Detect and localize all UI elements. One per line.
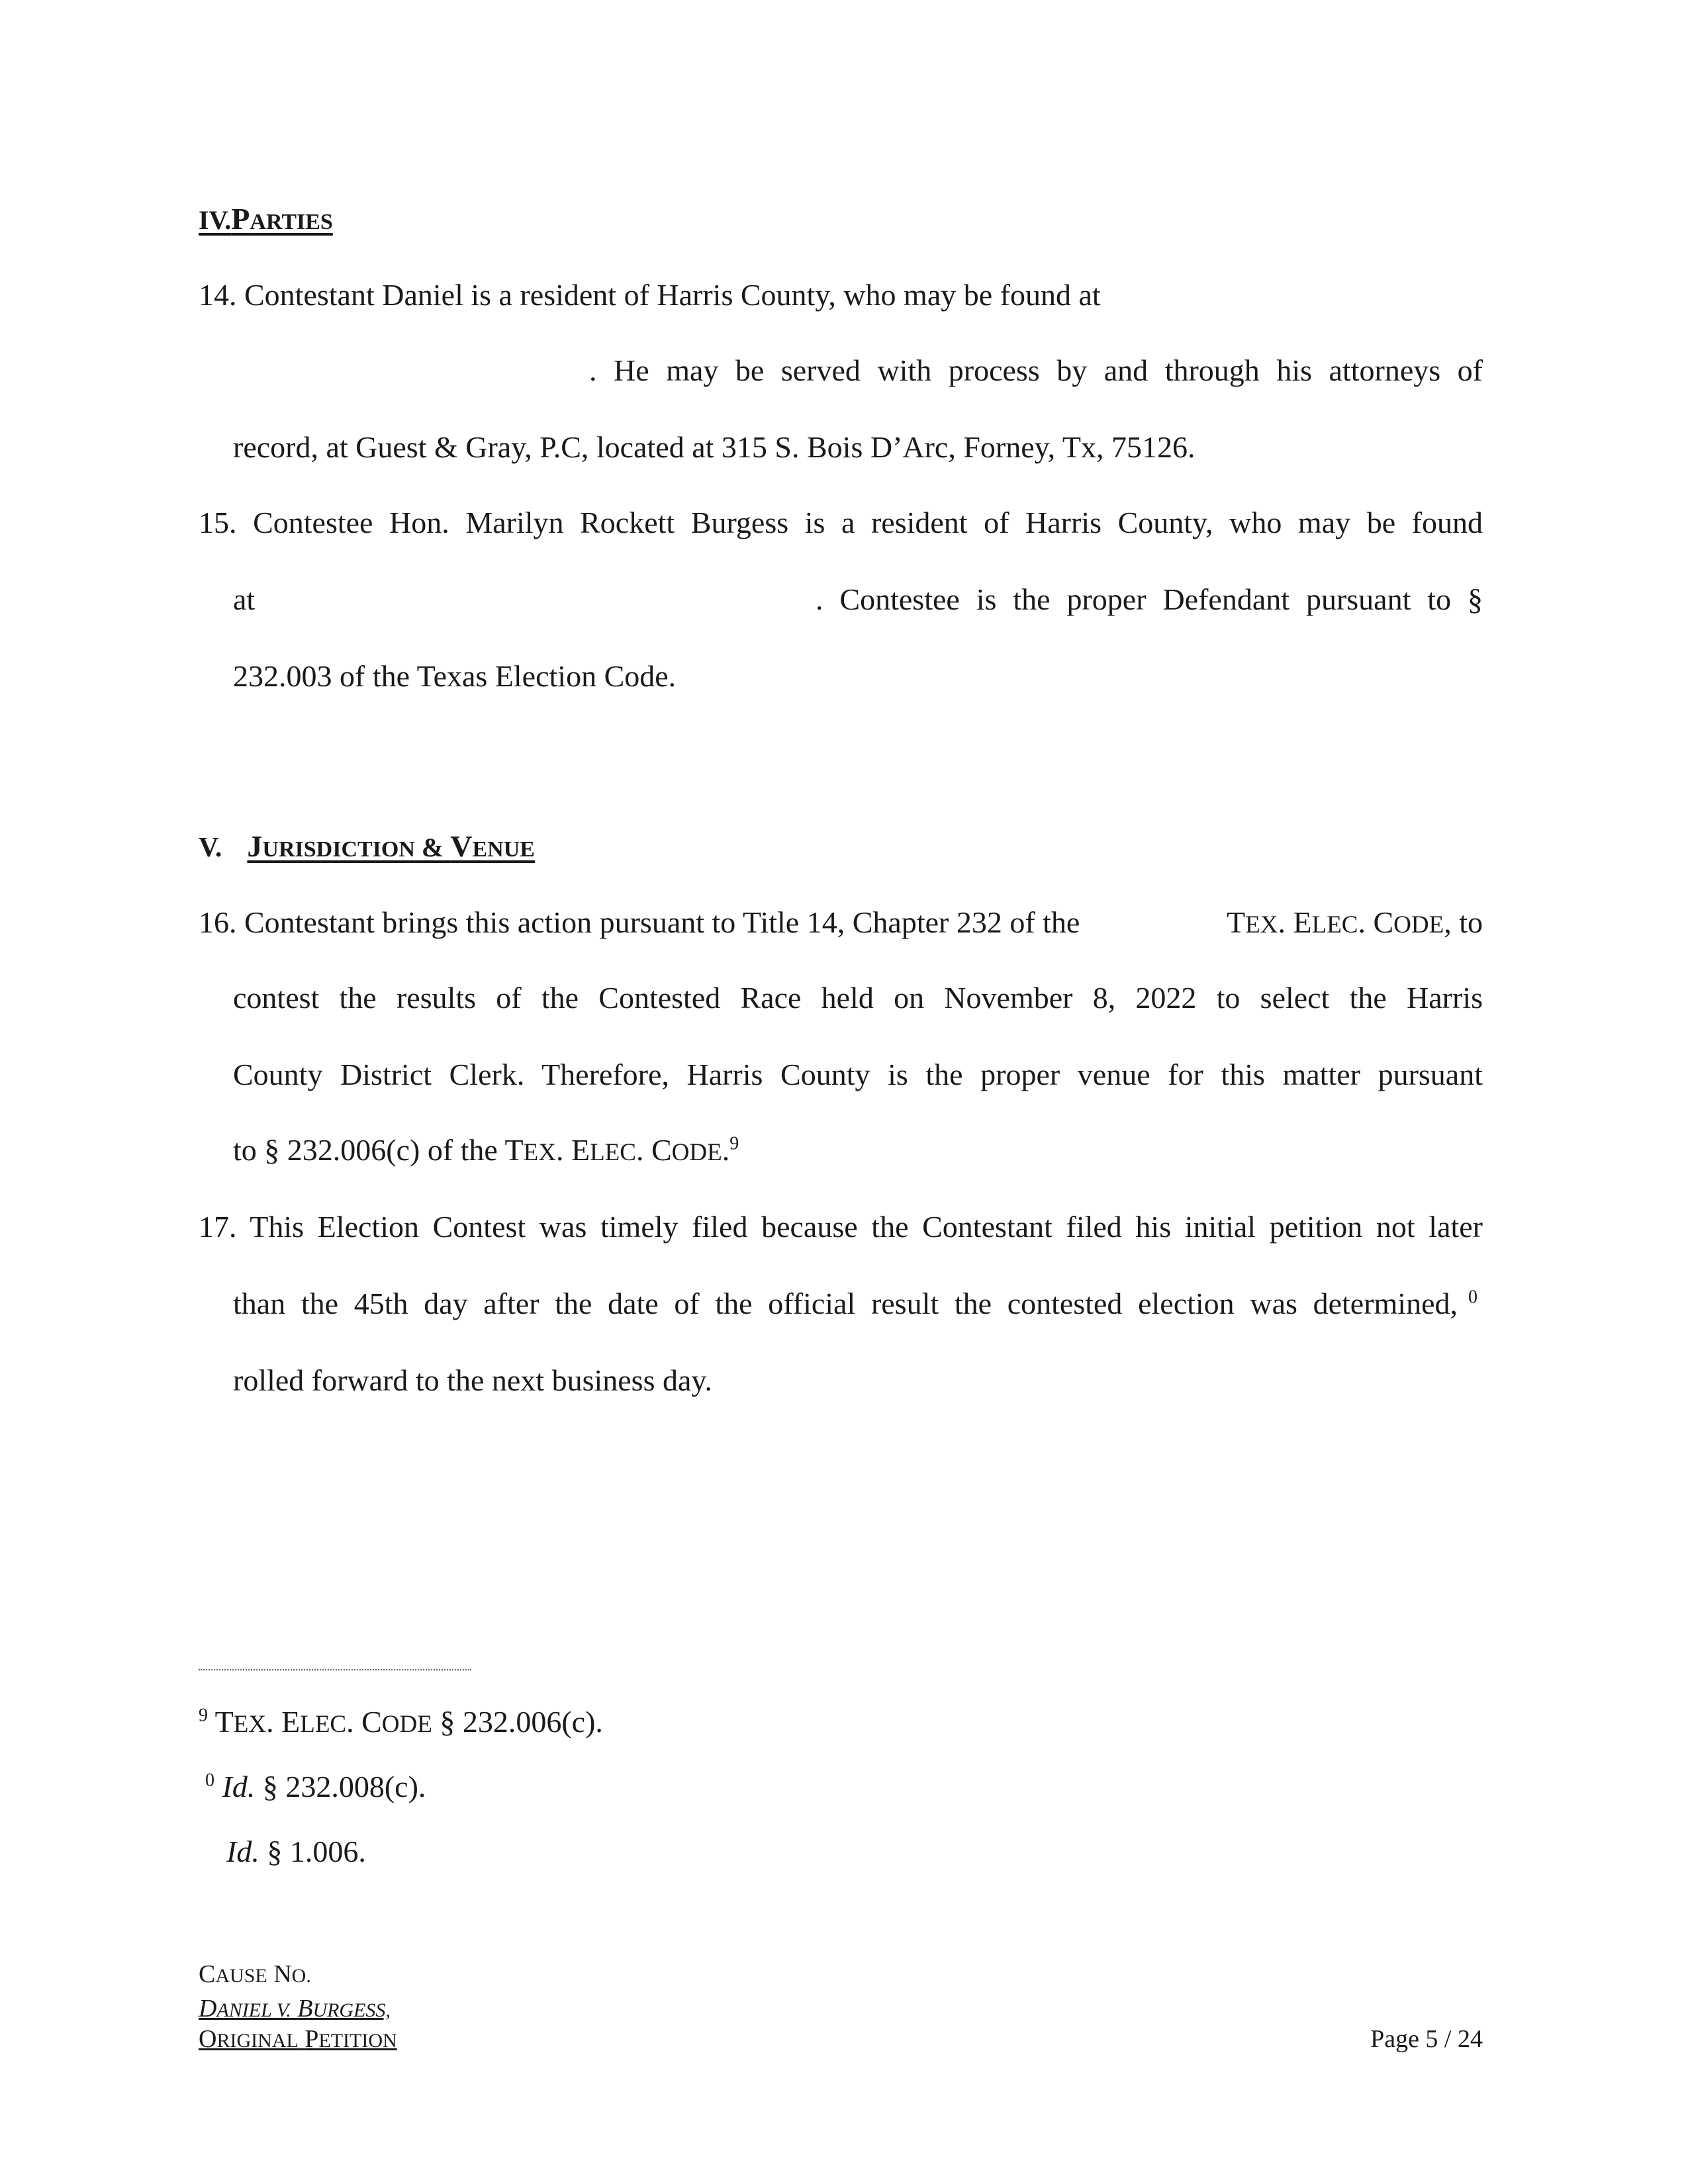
sc-p: P [305,2025,319,2053]
footnote-separator [199,1669,471,1670]
sc-e: E [1293,905,1312,939]
sc-aniel: ANIEL V. [216,1999,291,2021]
footer-case-name [199,1993,391,2026]
paragraph-16-line-1 [199,904,1483,944]
section-numeral: V. [199,833,222,863]
sc-t: T [504,1133,524,1167]
section-heading-jurisdiction [199,829,535,864]
sc-ode: ODE [671,1139,722,1166]
section-heading-parties [199,201,333,236]
sc-c: C [361,1705,382,1739]
footnote-code [215,1705,432,1739]
p16-line1-end: , to [1444,905,1483,939]
footnote-blank [226,1833,366,1870]
footer-document-title [199,2024,397,2056]
sc-dot: . [635,1133,644,1167]
sc-riginal: RIGINAL [216,2030,299,2052]
footnote-text: § 232.006(c). [432,1705,603,1739]
sc-ode: ODE [381,1711,432,1738]
sc-c: C [651,1133,672,1167]
sc-dot: . [555,1133,564,1167]
sc-e: E [281,1705,301,1739]
paragraph-14-line-3: record, at Guest & Gray, P.C, located at 315 S. Bois D’Arc, Forney, Tx, 75126. [233,430,1196,464]
footnote-id: Id. [226,1835,259,1868]
paragraph-16-line-3: County District Clerk. Therefore, Harris County is the proper venue for this matter pursuant [233,1058,1483,1091]
paragraph-17-line-1: 17. This Election Contest was timely filed because the Contestant filed his initial petition not later [199,1210,1483,1244]
footnote-text: § 232.008(c). [255,1770,426,1803]
paragraph-14-line-1: 14. Contestant Daniel is a resident of Harris County, who may be found at [199,278,1101,312]
heading-ampersand: & [414,833,451,862]
footnote-text: § 1.006. [259,1835,366,1868]
paragraph-17-line-2: than the 45th day after the date of the official result the contested election was determined, [233,1287,1458,1320]
footnote-id: Id. [222,1770,256,1803]
sc-t: T [1227,905,1246,939]
heading-initial-j: J [247,829,263,863]
p16-line4-end: . [722,1133,730,1167]
section-numeral: IV. [199,205,232,235]
sc-ex: EX [1245,911,1278,938]
paragraph-15-line-2-end: . Contestee is the proper Defendant pursuant to § [816,582,1483,616]
sc-c: C [1373,905,1394,939]
footer-cause-no [199,1959,311,1991]
footnote-ref-0[interactable] [1468,1285,1477,1322]
page-number: Page 5 / 24 [1370,2025,1483,2053]
footnote-0 [205,1768,426,1805]
footnote-ref-9[interactable]: 9 [729,1133,739,1154]
sc-e: E [571,1133,590,1167]
paragraph-15-line-2-start: at [233,582,256,616]
paragraph-16-line-4 [233,1132,739,1171]
p16-line4-text: to § 232.006(c) of the [233,1133,505,1167]
heading-word-enue: ENUE [472,837,535,862]
sc-b: B [297,1995,313,2023]
footnote-ref-0-marker[interactable]: 0 [1468,1287,1477,1308]
sc-dot: . [266,1705,274,1739]
heading-initial-v: V [450,829,473,863]
p16-line1-text: 16. Contestant brings this action pursuant to Title 14, Chapter 232 of the [199,905,1088,939]
sc-lec: LEC [1311,911,1358,938]
heading-title [247,829,535,863]
sc-c: C [199,1960,216,1988]
sc-ex: EX [523,1139,556,1166]
sc-dot: . [346,1705,354,1739]
sc-t: T [214,1705,234,1739]
paragraph-16-line-2: contest the results of the Contested Race held on November 8, 2022 to select the Harris [233,981,1483,1015]
sc-n: N [273,1960,292,1988]
footnote-9 [199,1704,603,1743]
paragraph-15-line-3: 232.003 of the Texas Election Code. [233,659,677,693]
sc-d: D [199,1995,217,2023]
paragraph-15-line-1: 15. Contestee Hon. Marilyn Rockett Burgess is a resident of Harris County, who may be found [199,506,1483,539]
sc-ause: AUSE [215,1965,267,1987]
sc-lec: LEC [590,1139,636,1166]
sc-ode: ODE [1393,911,1444,938]
sc-lec: LEC [300,1711,347,1738]
sc-etition: ETITION [318,2030,397,2052]
paragraph-17-line-3: rolled forward to the next business day. [233,1363,712,1397]
sc-urgess: URGESS, [312,1999,391,2021]
heading-word-urisdiction: URISDICTION [262,837,415,862]
sc-o: O [199,2025,217,2053]
heading-rest: ARTIES [250,210,333,234]
heading-initial: P [231,202,250,236]
sc-dot: . [1278,905,1286,939]
footnote-marker: 9 [199,1705,208,1726]
paragraph-14-line-2: . He may be served with process by and through his attorneys of [589,353,1483,387]
tex-elec-code [1227,904,1483,944]
sc-o: O. [291,1965,311,1987]
footnote-marker: 0 [205,1770,214,1791]
sc-ex: EX [233,1711,267,1738]
sc-dot: . [1358,905,1366,939]
